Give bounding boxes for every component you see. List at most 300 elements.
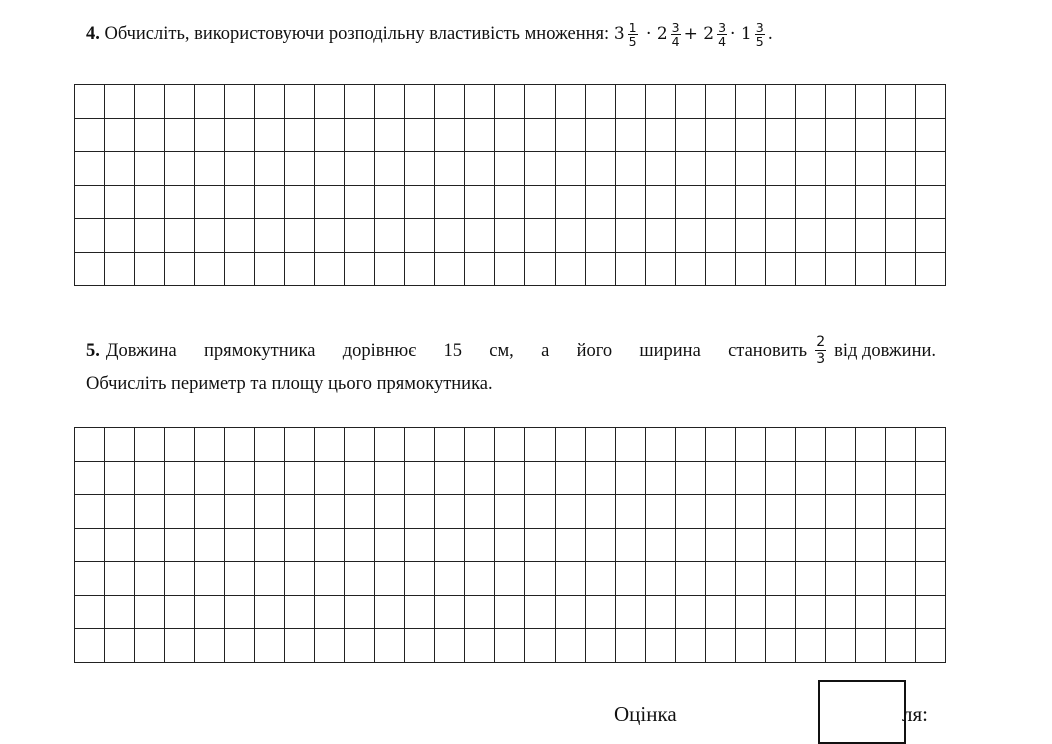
grid-cell[interactable] — [375, 85, 405, 119]
grid-cell[interactable] — [855, 118, 885, 152]
grid-cell[interactable] — [405, 428, 435, 462]
grid-cell[interactable] — [225, 118, 255, 152]
grid-cell[interactable] — [465, 152, 495, 186]
grid-cell[interactable] — [315, 152, 345, 186]
grid-cell[interactable] — [495, 595, 525, 629]
grid-cell[interactable] — [855, 152, 885, 186]
grid-cell[interactable] — [345, 629, 375, 663]
grid-cell[interactable] — [735, 528, 765, 562]
grid-cell[interactable] — [405, 152, 435, 186]
grid-cell[interactable] — [585, 562, 615, 596]
grid-cell[interactable] — [645, 252, 675, 286]
grid-cell[interactable] — [225, 528, 255, 562]
grid-cell[interactable] — [105, 118, 135, 152]
grid-cell[interactable] — [285, 562, 315, 596]
grid-cell[interactable] — [495, 428, 525, 462]
grid-cell[interactable] — [195, 428, 225, 462]
grid-cell[interactable] — [705, 528, 735, 562]
grid-cell[interactable] — [255, 528, 285, 562]
grid-cell[interactable] — [225, 85, 255, 119]
grid-cell[interactable] — [165, 219, 195, 253]
grid-cell[interactable] — [555, 562, 585, 596]
grid-cell[interactable] — [765, 495, 795, 529]
grid-cell[interactable] — [735, 85, 765, 119]
grid-cell[interactable] — [885, 118, 915, 152]
grid-cell[interactable] — [615, 428, 645, 462]
grid-cell[interactable] — [585, 461, 615, 495]
grid-cell[interactable] — [285, 152, 315, 186]
grid-cell[interactable] — [885, 428, 915, 462]
grid-cell[interactable] — [555, 428, 585, 462]
grid-cell[interactable] — [105, 562, 135, 596]
grid-cell[interactable] — [825, 495, 855, 529]
grid-cell[interactable] — [825, 185, 855, 219]
grid-cell[interactable] — [195, 461, 225, 495]
grid-cell[interactable] — [345, 219, 375, 253]
grid-cell[interactable] — [345, 595, 375, 629]
grid-cell[interactable] — [495, 118, 525, 152]
grid-cell[interactable] — [675, 461, 705, 495]
grid-cell[interactable] — [765, 185, 795, 219]
grid-cell[interactable] — [885, 629, 915, 663]
grid-cell[interactable] — [195, 629, 225, 663]
grid-cell[interactable] — [195, 562, 225, 596]
grid-cell[interactable] — [165, 528, 195, 562]
grid-cell[interactable] — [915, 219, 945, 253]
grid-cell[interactable] — [765, 461, 795, 495]
grid-cell[interactable] — [375, 118, 405, 152]
grid-cell[interactable] — [105, 219, 135, 253]
grid-cell[interactable] — [75, 152, 105, 186]
grid-cell[interactable] — [675, 528, 705, 562]
grid-cell[interactable] — [525, 252, 555, 286]
grid-cell[interactable] — [555, 629, 585, 663]
grid-cell[interactable] — [435, 152, 465, 186]
grid-cell[interactable] — [75, 428, 105, 462]
grid-cell[interactable] — [675, 219, 705, 253]
grid-cell[interactable] — [705, 118, 735, 152]
grid-cell[interactable] — [225, 629, 255, 663]
grid-cell[interactable] — [315, 595, 345, 629]
grid-cell[interactable] — [105, 528, 135, 562]
grid-cell[interactable] — [195, 595, 225, 629]
grid-cell[interactable] — [825, 152, 855, 186]
grid-cell[interactable] — [645, 185, 675, 219]
grid-cell[interactable] — [165, 118, 195, 152]
grid-cell[interactable] — [225, 219, 255, 253]
grid-cell[interactable] — [465, 461, 495, 495]
grid-cell[interactable] — [555, 85, 585, 119]
grid-cell[interactable] — [915, 528, 945, 562]
grid-cell[interactable] — [255, 252, 285, 286]
grid-cell[interactable] — [855, 252, 885, 286]
grid-cell[interactable] — [645, 118, 675, 152]
grid-cell[interactable] — [225, 562, 255, 596]
grid-cell[interactable] — [255, 152, 285, 186]
grid-cell[interactable] — [405, 495, 435, 529]
grid-cell[interactable] — [675, 118, 705, 152]
grid-cell[interactable] — [525, 562, 555, 596]
grid-cell[interactable] — [795, 629, 825, 663]
grid-cell[interactable] — [255, 562, 285, 596]
grid-cell[interactable] — [135, 528, 165, 562]
grid-cell[interactable] — [615, 85, 645, 119]
grid-cell[interactable] — [495, 152, 525, 186]
grid-cell[interactable] — [285, 428, 315, 462]
grid-cell[interactable] — [765, 152, 795, 186]
grid-cell[interactable] — [375, 219, 405, 253]
grid-cell[interactable] — [915, 495, 945, 529]
grid-cell[interactable] — [735, 595, 765, 629]
grid-cell[interactable] — [585, 495, 615, 529]
grid-cell[interactable] — [885, 185, 915, 219]
grid-cell[interactable] — [285, 219, 315, 253]
grid-cell[interactable] — [765, 562, 795, 596]
grid-cell[interactable] — [195, 219, 225, 253]
grid-cell[interactable] — [675, 85, 705, 119]
grid-cell[interactable] — [555, 252, 585, 286]
grid-cell[interactable] — [105, 595, 135, 629]
grid-cell[interactable] — [765, 428, 795, 462]
grid-cell[interactable] — [375, 495, 405, 529]
grid-cell[interactable] — [255, 461, 285, 495]
grid-cell[interactable] — [465, 428, 495, 462]
grid-cell[interactable] — [435, 562, 465, 596]
grid-cell[interactable] — [75, 528, 105, 562]
grid-cell[interactable] — [615, 152, 645, 186]
grid-cell[interactable] — [375, 528, 405, 562]
grid-cell[interactable] — [105, 461, 135, 495]
grid-cell[interactable] — [915, 252, 945, 286]
grid-cell[interactable] — [555, 528, 585, 562]
grid-cell[interactable] — [225, 152, 255, 186]
grid-cell[interactable] — [585, 85, 615, 119]
grid-cell[interactable] — [885, 85, 915, 119]
grid-cell[interactable] — [615, 528, 645, 562]
grid-cell[interactable] — [525, 595, 555, 629]
grid-cell[interactable] — [825, 118, 855, 152]
grid-cell[interactable] — [345, 461, 375, 495]
grid-cell[interactable] — [165, 495, 195, 529]
grid-cell[interactable] — [465, 595, 495, 629]
grid-cell[interactable] — [75, 185, 105, 219]
grid-cell[interactable] — [405, 252, 435, 286]
grid-cell[interactable] — [645, 461, 675, 495]
grid-cell[interactable] — [435, 428, 465, 462]
grid-cell[interactable] — [165, 252, 195, 286]
grid-cell[interactable] — [885, 152, 915, 186]
grid-cell[interactable] — [735, 461, 765, 495]
grid-cell[interactable] — [435, 118, 465, 152]
grid-cell[interactable] — [795, 461, 825, 495]
grid-cell[interactable] — [855, 528, 885, 562]
grid-cell[interactable] — [105, 85, 135, 119]
grid-cell[interactable] — [705, 562, 735, 596]
grid-cell[interactable] — [465, 629, 495, 663]
grid-cell[interactable] — [465, 495, 495, 529]
grid-cell[interactable] — [135, 629, 165, 663]
grid-cell[interactable] — [375, 595, 405, 629]
grid-cell[interactable] — [375, 252, 405, 286]
grid-cell[interactable] — [615, 595, 645, 629]
grid-cell[interactable] — [525, 152, 555, 186]
grid-cell[interactable] — [495, 562, 525, 596]
grid-cell[interactable] — [165, 85, 195, 119]
grid-cell[interactable] — [705, 152, 735, 186]
grid-cell[interactable] — [225, 495, 255, 529]
grid-cell[interactable] — [645, 495, 675, 529]
grid-cell[interactable] — [135, 152, 165, 186]
grid-cell[interactable] — [675, 185, 705, 219]
grid-cell[interactable] — [405, 629, 435, 663]
grid-cell[interactable] — [195, 118, 225, 152]
grid-cell[interactable] — [525, 495, 555, 529]
grid-cell[interactable] — [375, 562, 405, 596]
grid-cell[interactable] — [435, 528, 465, 562]
grid-cell[interactable] — [105, 252, 135, 286]
grid-cell[interactable] — [465, 118, 495, 152]
grid-cell[interactable] — [315, 219, 345, 253]
grid-cell[interactable] — [105, 428, 135, 462]
grid-cell[interactable] — [795, 495, 825, 529]
grid-cell[interactable] — [435, 495, 465, 529]
grid-cell[interactable] — [345, 528, 375, 562]
grid-cell[interactable] — [615, 118, 645, 152]
grid-cell[interactable] — [315, 185, 345, 219]
grid-cell[interactable] — [555, 461, 585, 495]
grid-cell[interactable] — [765, 629, 795, 663]
task-4-answer-grid[interactable] — [74, 84, 946, 286]
grid-cell[interactable] — [705, 595, 735, 629]
grid-cell[interactable] — [585, 252, 615, 286]
grid-cell[interactable] — [525, 528, 555, 562]
grid-cell[interactable] — [435, 185, 465, 219]
grid-cell[interactable] — [195, 495, 225, 529]
grid-cell[interactable] — [195, 185, 225, 219]
grid-cell[interactable] — [675, 495, 705, 529]
grid-cell[interactable] — [435, 85, 465, 119]
grid-cell[interactable] — [645, 219, 675, 253]
grid-cell[interactable] — [555, 152, 585, 186]
grid-cell[interactable] — [795, 118, 825, 152]
grid-cell[interactable] — [885, 528, 915, 562]
grid-cell[interactable] — [465, 562, 495, 596]
grid-cell[interactable] — [855, 219, 885, 253]
grid-cell[interactable] — [315, 495, 345, 529]
grid-cell[interactable] — [315, 528, 345, 562]
grid-cell[interactable] — [105, 185, 135, 219]
grid-cell[interactable] — [915, 629, 945, 663]
grid-cell[interactable] — [105, 152, 135, 186]
grid-cell[interactable] — [315, 629, 345, 663]
grid-cell[interactable] — [585, 528, 615, 562]
grid-cell[interactable] — [825, 252, 855, 286]
grid-cell[interactable] — [855, 185, 885, 219]
grid-cell[interactable] — [795, 595, 825, 629]
grid-cell[interactable] — [915, 152, 945, 186]
grid-cell[interactable] — [735, 185, 765, 219]
grid-cell[interactable] — [795, 219, 825, 253]
grid-cell[interactable] — [255, 595, 285, 629]
grid-cell[interactable] — [495, 85, 525, 119]
grid-cell[interactable] — [75, 118, 105, 152]
grid-cell[interactable] — [135, 461, 165, 495]
grid-cell[interactable] — [825, 629, 855, 663]
grid-cell[interactable] — [735, 219, 765, 253]
grid-cell[interactable] — [645, 428, 675, 462]
grid-cell[interactable] — [675, 152, 705, 186]
grid-cell[interactable] — [405, 528, 435, 562]
grid-cell[interactable] — [255, 85, 285, 119]
grid-cell[interactable] — [915, 185, 945, 219]
grid-cell[interactable] — [705, 185, 735, 219]
grid-cell[interactable] — [795, 562, 825, 596]
grid-cell[interactable] — [615, 629, 645, 663]
grid-cell[interactable] — [75, 85, 105, 119]
grid-cell[interactable] — [555, 595, 585, 629]
grid-cell[interactable] — [75, 629, 105, 663]
grid-cell[interactable] — [585, 185, 615, 219]
grid-cell[interactable] — [165, 595, 195, 629]
grid-cell[interactable] — [525, 629, 555, 663]
grid-cell[interactable] — [495, 219, 525, 253]
grid-cell[interactable] — [645, 629, 675, 663]
grid-cell[interactable] — [315, 85, 345, 119]
grid-cell[interactable] — [885, 562, 915, 596]
grid-cell[interactable] — [315, 428, 345, 462]
grid-cell[interactable] — [675, 252, 705, 286]
grid-cell[interactable] — [405, 185, 435, 219]
grid-cell[interactable] — [405, 595, 435, 629]
grid-cell[interactable] — [195, 85, 225, 119]
grid-cell[interactable] — [615, 219, 645, 253]
grid-cell[interactable] — [525, 185, 555, 219]
grid-cell[interactable] — [885, 461, 915, 495]
grid-cell[interactable] — [465, 219, 495, 253]
grid-cell[interactable] — [495, 528, 525, 562]
grid-cell[interactable] — [645, 528, 675, 562]
grid-cell[interactable] — [135, 118, 165, 152]
grid-cell[interactable] — [795, 152, 825, 186]
grid-cell[interactable] — [825, 595, 855, 629]
grid-cell[interactable] — [135, 562, 165, 596]
grid-cell[interactable] — [375, 461, 405, 495]
grid-cell[interactable] — [525, 461, 555, 495]
grid-cell[interactable] — [405, 118, 435, 152]
grid-cell[interactable] — [285, 185, 315, 219]
grid-cell[interactable] — [825, 562, 855, 596]
grid-cell[interactable] — [135, 252, 165, 286]
grid-cell[interactable] — [615, 185, 645, 219]
grid-cell[interactable] — [135, 185, 165, 219]
grid-cell[interactable] — [75, 461, 105, 495]
grid-cell[interactable] — [855, 562, 885, 596]
grid-cell[interactable] — [345, 562, 375, 596]
grid-cell[interactable] — [525, 428, 555, 462]
grid-cell[interactable] — [495, 495, 525, 529]
grid-cell[interactable] — [885, 495, 915, 529]
grid-cell[interactable] — [915, 118, 945, 152]
grid-cell[interactable] — [765, 219, 795, 253]
grid-cell[interactable] — [165, 152, 195, 186]
grid-cell[interactable] — [735, 152, 765, 186]
grid-cell[interactable] — [375, 185, 405, 219]
grid-cell[interactable] — [165, 185, 195, 219]
grid-cell[interactable] — [225, 185, 255, 219]
grid-cell[interactable] — [315, 562, 345, 596]
grid-cell[interactable] — [855, 595, 885, 629]
grade-box[interactable] — [818, 680, 906, 744]
grid-cell[interactable] — [225, 252, 255, 286]
grid-cell[interactable] — [675, 629, 705, 663]
grid-cell[interactable] — [795, 252, 825, 286]
grid-cell[interactable] — [195, 252, 225, 286]
grid-cell[interactable] — [435, 252, 465, 286]
grid-cell[interactable] — [855, 428, 885, 462]
grid-cell[interactable] — [75, 219, 105, 253]
grid-cell[interactable] — [285, 118, 315, 152]
grid-cell[interactable] — [705, 629, 735, 663]
grid-cell[interactable] — [825, 461, 855, 495]
grid-cell[interactable] — [465, 528, 495, 562]
grid-cell[interactable] — [705, 428, 735, 462]
grid-cell[interactable] — [165, 428, 195, 462]
grid-cell[interactable] — [675, 428, 705, 462]
task-5-answer-grid[interactable] — [74, 427, 946, 663]
grid-cell[interactable] — [255, 219, 285, 253]
grid-cell[interactable] — [585, 118, 615, 152]
grid-cell[interactable] — [285, 595, 315, 629]
grid-cell[interactable] — [465, 252, 495, 286]
grid-cell[interactable] — [405, 219, 435, 253]
grid-cell[interactable] — [585, 595, 615, 629]
grid-cell[interactable] — [345, 428, 375, 462]
grid-cell[interactable] — [825, 219, 855, 253]
grid-cell[interactable] — [915, 595, 945, 629]
grid-cell[interactable] — [315, 252, 345, 286]
grid-cell[interactable] — [375, 428, 405, 462]
grid-cell[interactable] — [495, 185, 525, 219]
grid-cell[interactable] — [135, 428, 165, 462]
grid-cell[interactable] — [585, 629, 615, 663]
grid-cell[interactable] — [435, 219, 465, 253]
grid-cell[interactable] — [255, 428, 285, 462]
grid-cell[interactable] — [855, 495, 885, 529]
grid-cell[interactable] — [615, 495, 645, 529]
grid-cell[interactable] — [735, 562, 765, 596]
grid-cell[interactable] — [285, 461, 315, 495]
grid-cell[interactable] — [645, 152, 675, 186]
grid-cell[interactable] — [915, 562, 945, 596]
grid-cell[interactable] — [915, 85, 945, 119]
grid-cell[interactable] — [735, 252, 765, 286]
grid-cell[interactable] — [435, 629, 465, 663]
grid-cell[interactable] — [345, 85, 375, 119]
grid-cell[interactable] — [645, 562, 675, 596]
grid-cell[interactable] — [615, 562, 645, 596]
grid-cell[interactable] — [75, 495, 105, 529]
grid-cell[interactable] — [225, 595, 255, 629]
grid-cell[interactable] — [705, 461, 735, 495]
grid-cell[interactable] — [765, 252, 795, 286]
grid-cell[interactable] — [585, 219, 615, 253]
grid-cell[interactable] — [555, 185, 585, 219]
grid-cell[interactable] — [855, 629, 885, 663]
grid-cell[interactable] — [825, 528, 855, 562]
grid-cell[interactable] — [465, 185, 495, 219]
grid-cell[interactable] — [735, 629, 765, 663]
grid-cell[interactable] — [525, 219, 555, 253]
